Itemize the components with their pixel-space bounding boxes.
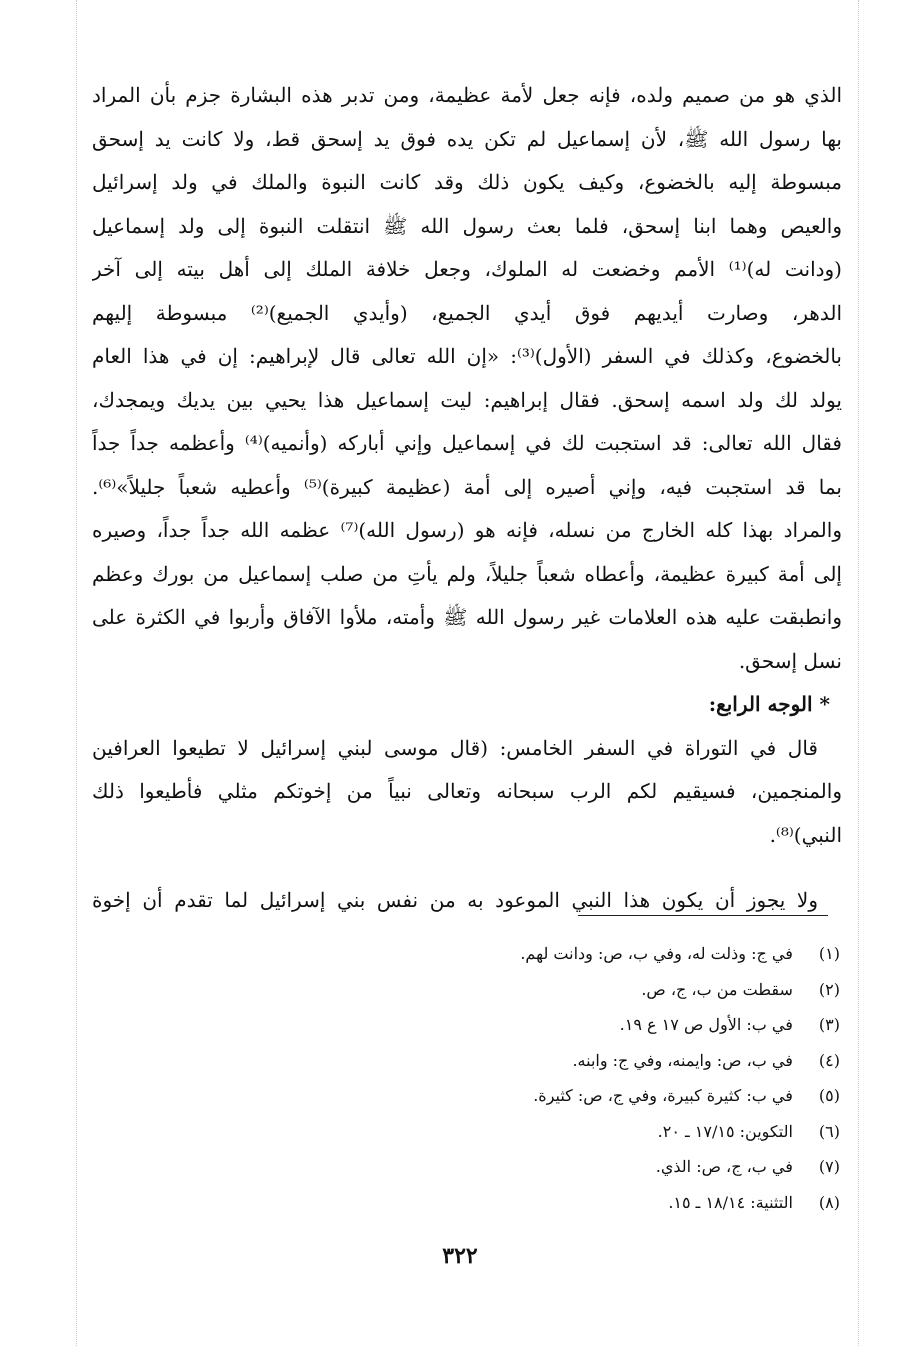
footnote-number: (٦) [818, 1121, 840, 1141]
footnote [80, 1149, 840, 1185]
margin-guide-right [858, 0, 859, 1346]
text-line: ولا يجوز أن يكون هذا النبي الموعود به من نفس بني إسرائيل لما تقدم أن إخوة [92, 888, 818, 912]
text-line: نسل إسحق. [738, 648, 842, 673]
text-line: الدهر، وصارت أيديهم فوق أيدي الجميع، (وأيدي الجميع)⁽²⁾ مبسوطة إليهم [92, 300, 842, 325]
footnote-text: في ب، ص: وايمنه، وفي ج: وابنه. [572, 1050, 793, 1070]
footnote-number: (٢) [818, 979, 840, 999]
text-line: بما قد استجبت فيه، وإني أصيره إلى أمة (عظيمة كبيرة)⁽⁵⁾ وأعطيه شعباً جليلاً»⁽⁶⁾. [92, 474, 842, 499]
footnote-number: (٣) [818, 1015, 840, 1034]
footnote-text: في ب: كثيرة كبيرة، وفي ج، ص: كثيرة. [533, 1086, 793, 1105]
text-line: (ودانت له)⁽¹⁾ الأمم وخضعت له الملوك، وجعل خلافة الملك إلى أهل بيته إلى آخر [92, 257, 842, 281]
footnote-text: في ب، ج، ص: الذي. [655, 1157, 793, 1176]
footnote [80, 1043, 840, 1079]
footnote-number: (٤) [818, 1050, 840, 1070]
footnote [80, 972, 840, 1008]
footnote [80, 936, 840, 972]
footnote-text: التكوين: ١٧/١٥ ـ ٢٠. [657, 1121, 793, 1141]
page-number: ٣٢٢ [442, 1243, 478, 1269]
margin-guide-left [76, 0, 77, 1346]
footnote-number: (١) [818, 944, 840, 963]
text-line: قال في التوراة في السفر الخامس: (قال موسى لبني إسرائيل لا تطيعوا العرافين [92, 735, 818, 760]
footnote [80, 1078, 840, 1114]
footnote-separator [578, 915, 828, 916]
footnote [80, 1185, 840, 1221]
text-line: فقال الله تعالى: قد استجبت لك في إسماعيل وإني أباركه (وأنميه)⁽⁴⁾ وأعظمه جداً جداً [92, 431, 842, 455]
footnote [80, 1114, 840, 1150]
footnote-number: (٥) [818, 1086, 840, 1105]
text-line: مبسوطة إليه بالخضوع، وكيف يكون ذلك وقد كانت النبوة والملك في ولد إسرائيل [92, 170, 842, 194]
text-line: بها رسول الله ﷺ، لأن إسماعيل لم تكن يده فوق يد إسحق قط، ولا كانت يد إسحق [92, 126, 842, 151]
main-text [92, 74, 842, 923]
text-line: يولد لك ولد اسمه إسحق. فقال إبراهيم: ليت إسماعيل هذا يحيي بين يديك ويمجدك، [92, 387, 842, 412]
text-line: والعيص وهما ابنا إسحق، فلما بعث رسول الله ﷺ انتقلت النبوة إلى ولد إسماعيل [92, 213, 842, 238]
footnote-text: في ب: الأول ص ١٧ ع ١٩. [619, 1015, 793, 1034]
text-line: النبي)⁽⁸⁾. [769, 822, 842, 847]
footnote-text: في ج: وذلت له، وفي ب، ص: ودانت لهم. [520, 944, 793, 963]
footnote-number: (٧) [818, 1157, 840, 1176]
section-heading: * الوجه الرابع: [708, 692, 830, 716]
text-line: والمنجمين، فسيقيم لكم الرب سبحانه وتعالى نبياً من إخوتكم مثلي فأطيعوا ذلك [92, 779, 842, 803]
text-line: الذي هو من صميم ولده، فإنه جعل لأمة عظيمة، ومن تدبر هذه البشارة جزم بأن المراد [92, 83, 842, 107]
footnotes [80, 936, 840, 1220]
footnote [80, 1007, 840, 1043]
text-line: وانطبقت عليه هذه العلامات غير رسول الله ﷺ وأمته، ملأوا الآفاق وأربوا في الكثرة على [92, 605, 842, 629]
footnote-text: التثنية: ١٨/١٤ ـ ١٥. [668, 1192, 793, 1212]
text-line: والمراد بهذا كله الخارج من نسله، فإنه هو (رسول الله)⁽⁷⁾ عظمه الله جداً جداً، وصيره [92, 518, 842, 542]
text-line: إلى أمة كبيرة عظيمة، وأعطاه شعباً جليلاً، ولم يأتِ من صلب إسماعيل من بورك وعظم [92, 561, 842, 586]
footnote-number: (٨) [818, 1192, 840, 1212]
footnote-text: سقطت من ب، ج، ص. [641, 979, 793, 999]
text-line: بالخضوع، وكذلك في السفر (الأول)⁽³⁾: «إن الله تعالى قال لإبراهيم: إن في هذا العام [92, 344, 842, 368]
